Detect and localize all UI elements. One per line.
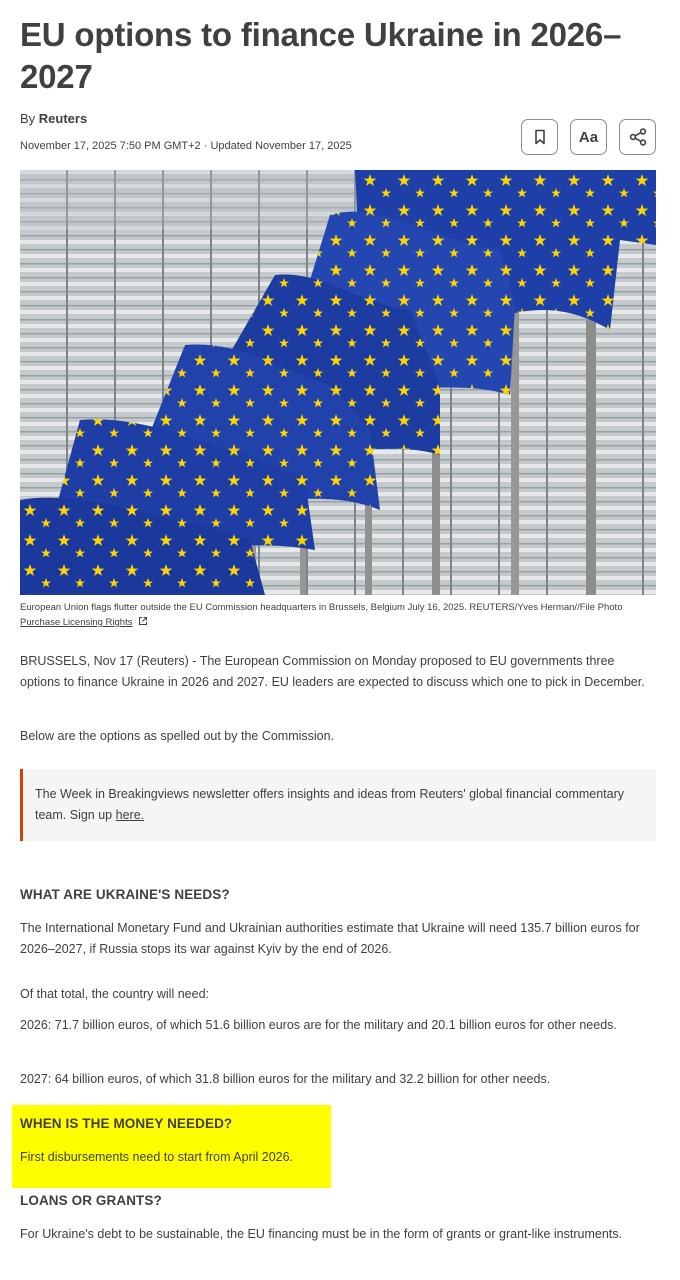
paragraph-sustainability: For Ukraine's debt to be sustainable, the EU financing must be in the form of grants or grant-like instruments. — [20, 1227, 622, 1241]
author-link[interactable]: Reuters — [38, 111, 88, 126]
callout-text: The Week in Breakingviews newsletter offers insights and ideas from Reuters' global financial commentary team. Sign up — [35, 787, 625, 822]
dateline: November 17, 2025 7:50 PM GMT+2 · Updated November 17, 2025 — [20, 140, 352, 152]
bookmark-button[interactable] — [521, 119, 558, 155]
text-size-label: Aa — [578, 128, 599, 146]
share-button[interactable] — [619, 119, 656, 155]
signup-link[interactable]: here. — [115, 808, 145, 822]
paragraph-imf-estimate: The International Monetary Fund and Ukrainian authorities estimate that Ukraine will need 135.7 billion euros for 2026–2027, if Russia stops its war against Kyiv by the end of 2026. — [20, 921, 640, 956]
external-link-icon[interactable] — [138, 616, 148, 626]
newsletter-callout — [20, 769, 656, 841]
paragraph-2027: 2027: 64 billion euros, of which 31.8 billion euros for the military and 32.2 billion for other needs. — [20, 1072, 551, 1086]
caption-text: European Union flags flutter outside the EU Commission headquarters in Brussels, Belgium July 16, 2025. REUTERS/Yves Herman//File Photo — [20, 602, 623, 613]
heading-needs: WHAT ARE UKRAINE'S NEEDS? — [20, 887, 230, 902]
byline-prefix: By — [20, 111, 36, 126]
share-icon — [628, 127, 648, 147]
photo-caption — [20, 600, 650, 630]
text-size-button[interactable] — [570, 119, 607, 155]
paragraph-total: Of that total, the country will need: — [20, 987, 209, 1001]
article-headline: EU options to finance Ukraine in 2026–2027 — [20, 16, 622, 95]
byline — [20, 111, 87, 126]
eu-flags-photo — [20, 170, 656, 595]
licensing-link[interactable]: Purchase Licensing Rights — [20, 617, 133, 628]
paragraph-options-intro: Below are the options as spelled out by the Commission. — [20, 729, 335, 743]
paragraph-lead: BRUSSELS, Nov 17 (Reuters) - The European Commission on Monday proposed to EU governments three options to finance Ukraine in 2026 and 2027. EU leaders are expected to discuss which one to pick in December. — [20, 654, 645, 689]
paragraph-disbursements: First disbursements need to start from April 2026. — [20, 1150, 294, 1164]
paragraph-2026: 2026: 71.7 billion euros, of which 51.6 billion euros are for the military and 20.1 billion euros for other needs. — [20, 1018, 617, 1032]
heading-loans: LOANS OR GRANTS? — [20, 1193, 162, 1208]
article-photo[interactable] — [20, 170, 656, 595]
heading-when: WHEN IS THE MONEY NEEDED? — [20, 1116, 233, 1131]
bookmark-icon — [533, 129, 547, 145]
